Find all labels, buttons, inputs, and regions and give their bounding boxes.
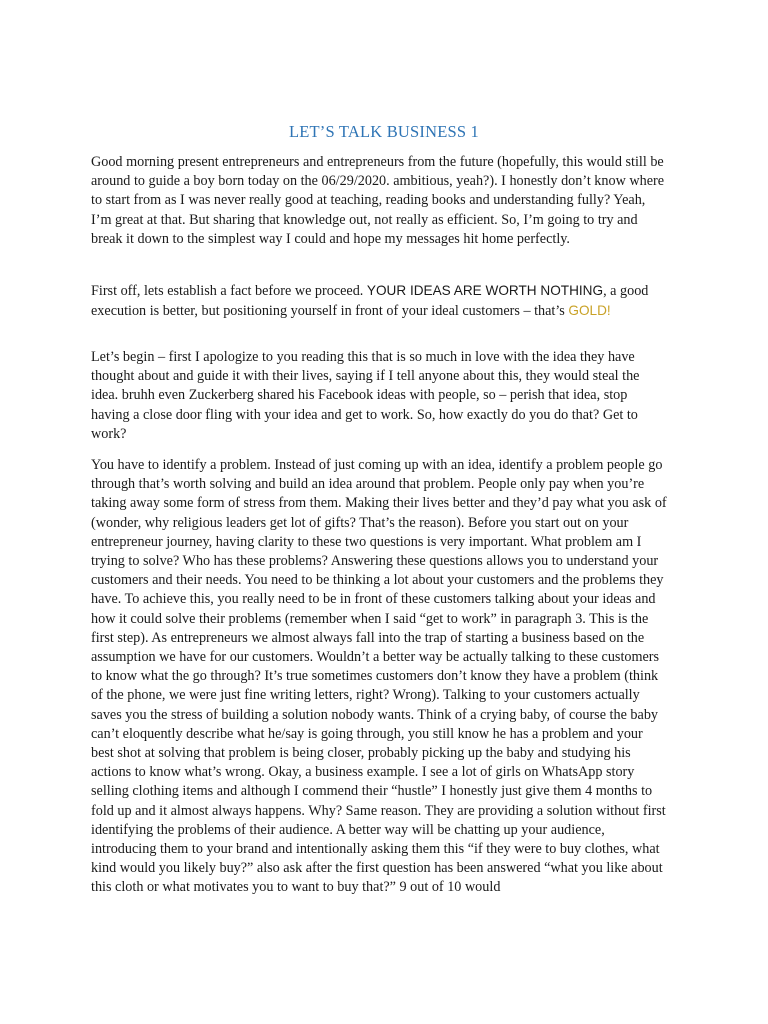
paragraph-ideas-emphasis: YOUR IDEAS ARE WORTH NOTHING <box>366 283 604 298</box>
paragraph-lets-begin: Let’s begin – first I apologize to you reading this that is so much in love with the idea they have thought about and guide it with their lives, saying if I tell anyone about this, they would steal the idea. bruhh even Zuckerberg shared his Facebook ideas with people, so – perish that idea, stop having a close door fling with your idea and get to work. So, how exactly do you do that? Get to work? <box>91 349 640 442</box>
gold-word: GOLD! <box>568 303 611 319</box>
paragraph-identify-problem: You have to identify a problem. Instead of just coming up with an idea, identify a problem people go through that’s worth solving and build an idea around that problem. People only pay when you’re taking away some form of stress from them. Making their lives better and they’d pay what you ask of (wonder, why religious leaders get lot of gifts? That’s the reason). Before you start out on your entrepreneur journey, having clarity to these two questions is very important. What problem am I trying to solve? Who has these problems? Answering these questions allows you to understand your customers and their needs. You need to be thinking a lot about your customers and the problems they have. To achieve this, you really need to be in front of these customers talking about your ideas and how it could solve their problems (remember when I said “get to work” in paragraph 3. This is the first step). As entrepreneurs we almost always fall into the trap of starting a business based on the assumption we have for our customers. Wouldn’t a better way be actually talking to these customers to know what the go through? It’s true sometimes customers don’t know they have a problem (think of the phone, we were just fine writing letters, right? Wrong). Talking to your customers actually saves you the stress of building a solution nobody wants. Think of a crying baby, of course the baby can’t eloquently describe what he/say is going through, you still know he has a problem and your best shot at solving that problem is being closer, probably picking up the baby and studying his actions to know what’s wrong. Okay, a business example. I see a lot of girls on WhatsApp story selling clothing items and although I commend their “hustle” I honestly just give them 4 months to fold up and it almost always happens. Why? Same reason. They are providing a solution without first identifying the problems of their audience. A better way will be chatting up your audience, introducing them to your brand and intentionally asking them this “if they were to buy clothes, what kind would you likely buy?” also ask after the first question has been answered “what you like about this cloth or what motivates you to want to buy that?” 9 out of 10 would <box>91 457 667 896</box>
paragraph-ideas-lead: First off, lets establish a fact before we proceed. <box>91 283 367 299</box>
document-title: LET’S TALK BUSINESS 1 <box>288 122 480 141</box>
paragraph-ideas <box>91 281 669 321</box>
paragraph-ideas-rest: , a good execution is better, but positioning yourself in front of your ideal customers – that’s <box>91 283 649 320</box>
paragraph-intro: Good morning present entrepreneurs and entrepreneurs from the future (hopefully, this would still be around to guide a boy born today on the 06/29/2020. ambitious, yeah?). I honestly don’t know where to start from as I was never really good at teaching, reading books and understanding fully? Yeah, I’m great at that. But sharing that knowledge out, not really as efficient. So, I’m going to try and break it down to the simplest way I could and hope my messages hit home perfectly. <box>91 154 665 247</box>
